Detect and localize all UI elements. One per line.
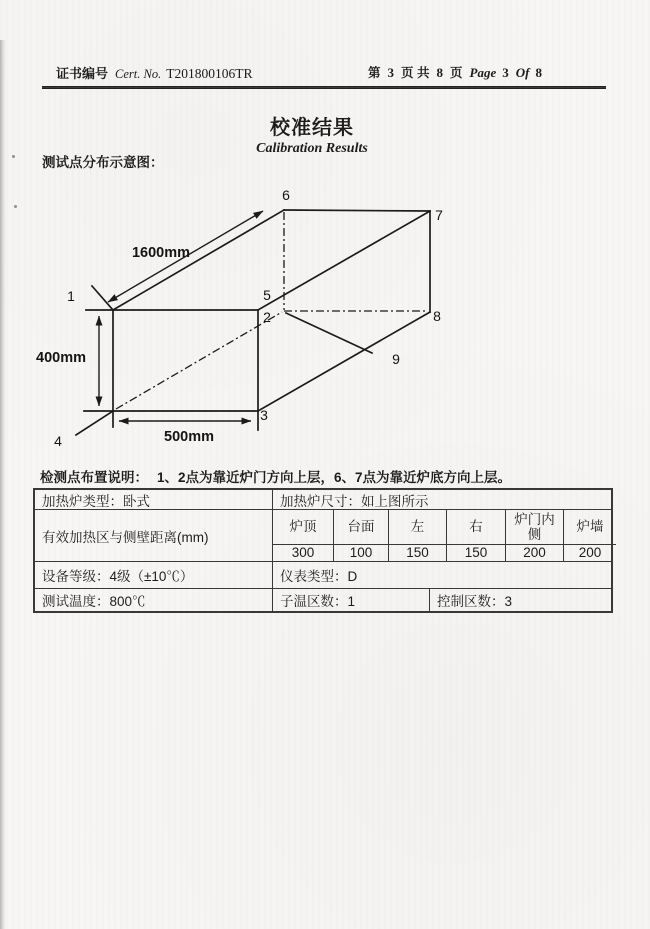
cell-device-grade: 设备等级：4级（±10℃）	[42, 568, 194, 584]
point-label-9: 9	[392, 351, 400, 367]
point-label-7: 7	[435, 207, 443, 223]
zone-col-header: 炉墙	[563, 510, 616, 544]
header-divider-rule	[42, 86, 606, 89]
table-row-temperature-zones	[35, 588, 611, 612]
zone-col-header: 左	[388, 510, 446, 544]
zone-distance-grid	[272, 510, 616, 561]
cert-label-en: Cert. No.	[115, 67, 162, 81]
page-title: 校准结果	[270, 117, 354, 139]
cell-instrument-type: 仪表类型：D	[272, 562, 611, 588]
page-total-en: 8	[535, 65, 542, 80]
point-label-6: 6	[282, 187, 290, 203]
page-label-en: Page	[469, 65, 497, 80]
zone-col-header: 台面	[333, 510, 388, 544]
note-line	[40, 466, 511, 486]
page-suffix-cn: 页	[450, 66, 463, 80]
table-row-grade-instrument	[35, 561, 611, 588]
note-body: 1、2点为靠近炉门方向上层，6、7点为靠近炉底方向上层。	[157, 470, 512, 485]
zone-value: 300	[291, 545, 315, 560]
zone-col-header: 右	[446, 510, 505, 544]
point-label-4: 4	[54, 433, 62, 449]
zone-value: 100	[333, 545, 388, 561]
point-label-2: 2	[263, 309, 271, 325]
page-title-en: Calibration Results	[256, 141, 368, 156]
table-row-zone-distance	[35, 509, 611, 561]
page-label-cn: 第	[368, 66, 381, 80]
certificate-number-line	[56, 63, 252, 82]
zone-column-headers	[273, 510, 616, 544]
zone-value: 150	[388, 545, 446, 561]
page-number-line	[368, 63, 549, 81]
point-label-3: 3	[260, 407, 268, 423]
zone-col-header: 炉门内侧	[505, 510, 563, 544]
cert-number: T201800106TR	[166, 66, 253, 81]
scan-edge-artifact	[0, 40, 6, 929]
page-total-cn: 8	[436, 65, 443, 80]
page-number-en: 3	[502, 65, 509, 80]
point-label-8: 8	[433, 308, 441, 324]
cell-control-zones: 控制区数：3	[429, 589, 611, 612]
cell-furnace-size: 加热炉尺寸：如上图所示	[272, 490, 611, 509]
dimension-label-length: 1600mm	[131, 245, 191, 261]
cell-sub-zones: 子温区数：1	[272, 589, 429, 612]
diagram-caption: 测试点分布示意图：	[42, 155, 164, 170]
cert-label-cn: 证书编号	[56, 66, 109, 81]
cell-zone-distance-label: 有效加热区与侧壁距离(mm)	[42, 529, 209, 545]
page-of-cn: 页 共	[401, 66, 430, 80]
zone-value: 150	[446, 545, 505, 561]
furnace-parameters-table	[33, 488, 613, 613]
test-point-diagram	[30, 183, 460, 465]
point-label-1: 1	[67, 288, 75, 304]
dimension-label-width: 500mm	[164, 429, 214, 445]
box-solid-edges	[76, 210, 430, 435]
page-number-cn: 3	[387, 65, 395, 80]
scan-speck	[14, 205, 17, 208]
table-row-type-size	[35, 490, 611, 509]
note-label: 检测点布置说明：	[40, 470, 148, 485]
point-label-5: 5	[263, 287, 271, 303]
zone-value: 200	[563, 545, 616, 561]
zone-value: 200	[505, 545, 563, 561]
zone-values-row	[273, 544, 616, 561]
zone-col-header: 炉顶	[289, 519, 317, 535]
dimension-label-height: 400mm	[36, 350, 86, 366]
dimension-arrows	[99, 211, 263, 421]
cell-test-temperature: 测试温度：800℃	[42, 593, 146, 609]
cell-furnace-type: 加热炉类型：卧式	[42, 493, 150, 509]
page-of-en: Of	[515, 65, 530, 80]
